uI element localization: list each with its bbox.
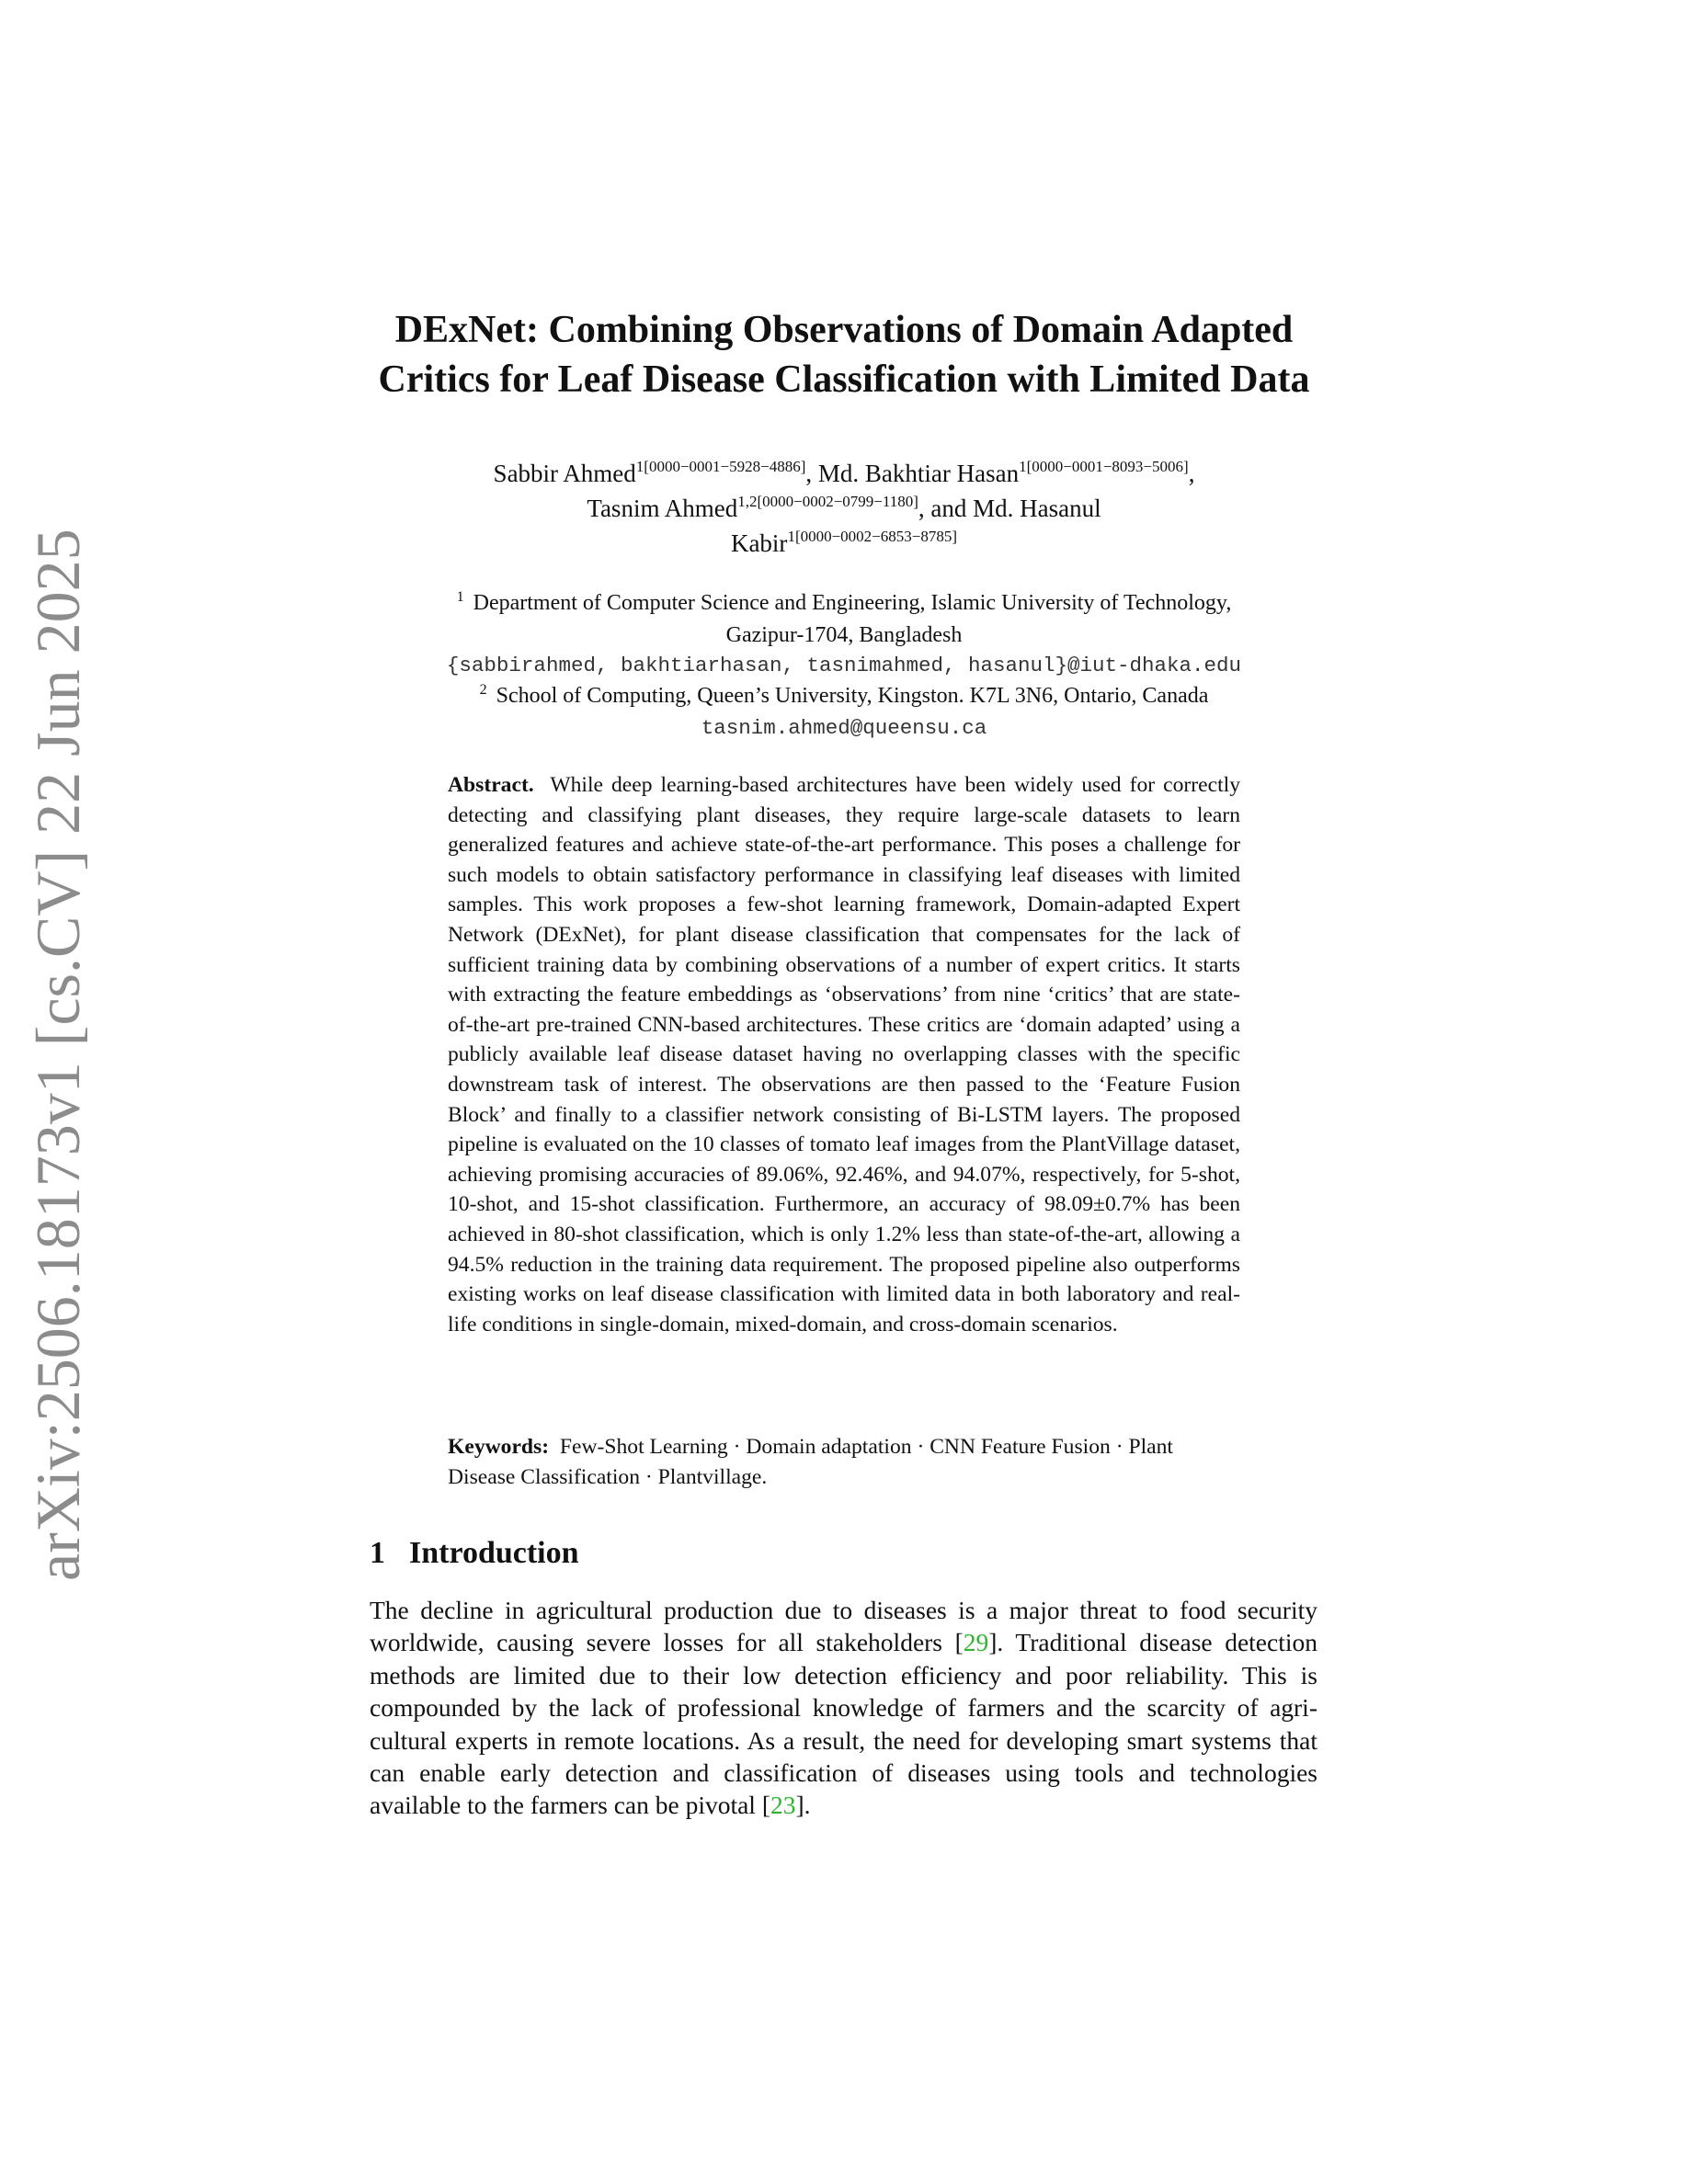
- affiliation-number: 2: [479, 682, 487, 698]
- affiliation-number: 1: [456, 589, 464, 605]
- affiliation-text: School of Computing, Queen’s University, Kingston. K7L 3N6, Ontario, Canada: [496, 684, 1209, 708]
- affiliation-text: Department of Computer Science and Engineering, Islamic University of Technology,: [473, 591, 1232, 615]
- author-name: , Md. Bakhtiar Hasan: [805, 460, 1020, 487]
- keywords-text: Few-Shot Learning · Domain adaptation · CNN Feature Fusion · Plant Disease Classification · Plantvillage.: [448, 1435, 1173, 1489]
- paragraph-text: The decline in agricultural production due to diseases is a major threat to food security worldwide, causing severe losses for all stakeholders [: [370, 1596, 1317, 1657]
- affiliation-1-location: Gazipur-1704, Bangladesh: [725, 623, 963, 647]
- affiliation-2: [366, 681, 1322, 713]
- author-name: Kabir: [730, 529, 788, 557]
- author-separator: ,: [1188, 460, 1195, 487]
- keywords: [448, 1432, 1240, 1492]
- paragraph-text: ]. Traditional disease detection methods are limited due to their low detection efficiency and poor reliability. This is compounded by the lack of professional knowledge of farmers and the scarcity of agricultural experts in remote locations. As a result, the need for developing smart systems that can enable early detection and classification of diseases using tools and technologies available to the farmers can be pivotal [: [370, 1628, 1317, 1820]
- abstract-text: While deep learning-based architectures have been widely used for correctly detecting and classifying plant diseases, they require large-scale datasets to learn generalized features and achieve state-of-the-art performance. This poses a challenge for such models to obtain satisfactory performance in classifying leaf diseases with limited samples. This work proposes a few-shot learning framework, Domain-adapted Expert Network (DExNet), for plant disease classification that compensates for the lack of sufficient training data by combining observations of a number of expert critics. It starts with extracting the feature embeddings as ‘observations’ from nine ‘critics’ that are state-of-the-art pre-trained CNN-based architectures. These critics are ‘domain adapted’ using a publicly available leaf disease dataset having no overlapping classes with the specific downstream task of interest. The observations are then passed to the ‘Feature Fusion Block’ and finally to a classifier network consisting of Bi-LSTM layers. The proposed pipeline is evaluated on the 10 classes of tomato leaf images from the PlantVillage dataset, achieving promising accuracies of 89.06%, 92.46%, and 94.07%, respectively, for 5-shot, 10-shot, and 15-shot classification. Furthermore, an accuracy of 98.09±0.7% has been achieved in 80-shot classification, which is only 1.2% less than state-of-the-art, allowing a 94.5% reduction in the training data requirement. The proposed pipeline also outperforms existing works on leaf disease classification with limited data in both laboratory and real-life conditions in single-domain, mixed-domain, and cross-domain scenarios.: [448, 773, 1240, 1337]
- affiliation-1: [366, 588, 1322, 620]
- citation-link[interactable]: 23: [770, 1791, 796, 1820]
- abstract: [448, 770, 1240, 1339]
- author-orcid: 1[0000−0001−5928−4886]: [635, 458, 806, 475]
- paragraph-text: ].: [795, 1791, 811, 1820]
- author-name: Sabbir Ahmed: [493, 460, 636, 487]
- keywords-label: Keywords:: [448, 1435, 550, 1459]
- arxiv-identifier-stamp: arXiv:2506.18173v1 [cs.CV] 22 Jun 2025: [23, 529, 93, 1581]
- affiliation-2-email: tasnim.ahmed@queensu.ca: [701, 716, 987, 740]
- author-name: , and Md. Hasanul: [918, 495, 1101, 522]
- section-title: Introduction: [409, 1536, 579, 1570]
- affiliation-1-email: {sabbirahmed, bakhtiarhasan, tasnimahmed, hasanul}@iut-dhaka.edu: [446, 654, 1242, 677]
- abstract-label: Abstract.: [448, 773, 534, 797]
- author-orcid: 1[0000−0001−8093−5006]: [1019, 458, 1189, 475]
- affiliations: [366, 588, 1322, 744]
- section-heading-introduction: [370, 1533, 579, 1574]
- author-orcid: 1[0000−0002−6853−8785]: [787, 528, 958, 545]
- author-name: Tasnim Ahmed: [587, 495, 738, 522]
- title-line-2: Critics for Leaf Disease Classification with Limited Data: [378, 358, 1310, 401]
- author-orcid: 1,2[0000−0002−0799−1180]: [737, 493, 918, 510]
- author-line-3: [366, 528, 1322, 563]
- author-line-2: [366, 493, 1322, 528]
- author-list: [366, 458, 1322, 563]
- paper-title: [366, 305, 1322, 404]
- citation-link[interactable]: 29: [963, 1628, 989, 1657]
- introduction-paragraph: [370, 1594, 1317, 1822]
- section-number: 1: [370, 1536, 385, 1570]
- title-line-1: DExNet: Combining Observations of Domain Adapted: [394, 309, 1294, 351]
- author-line-1: [366, 458, 1322, 493]
